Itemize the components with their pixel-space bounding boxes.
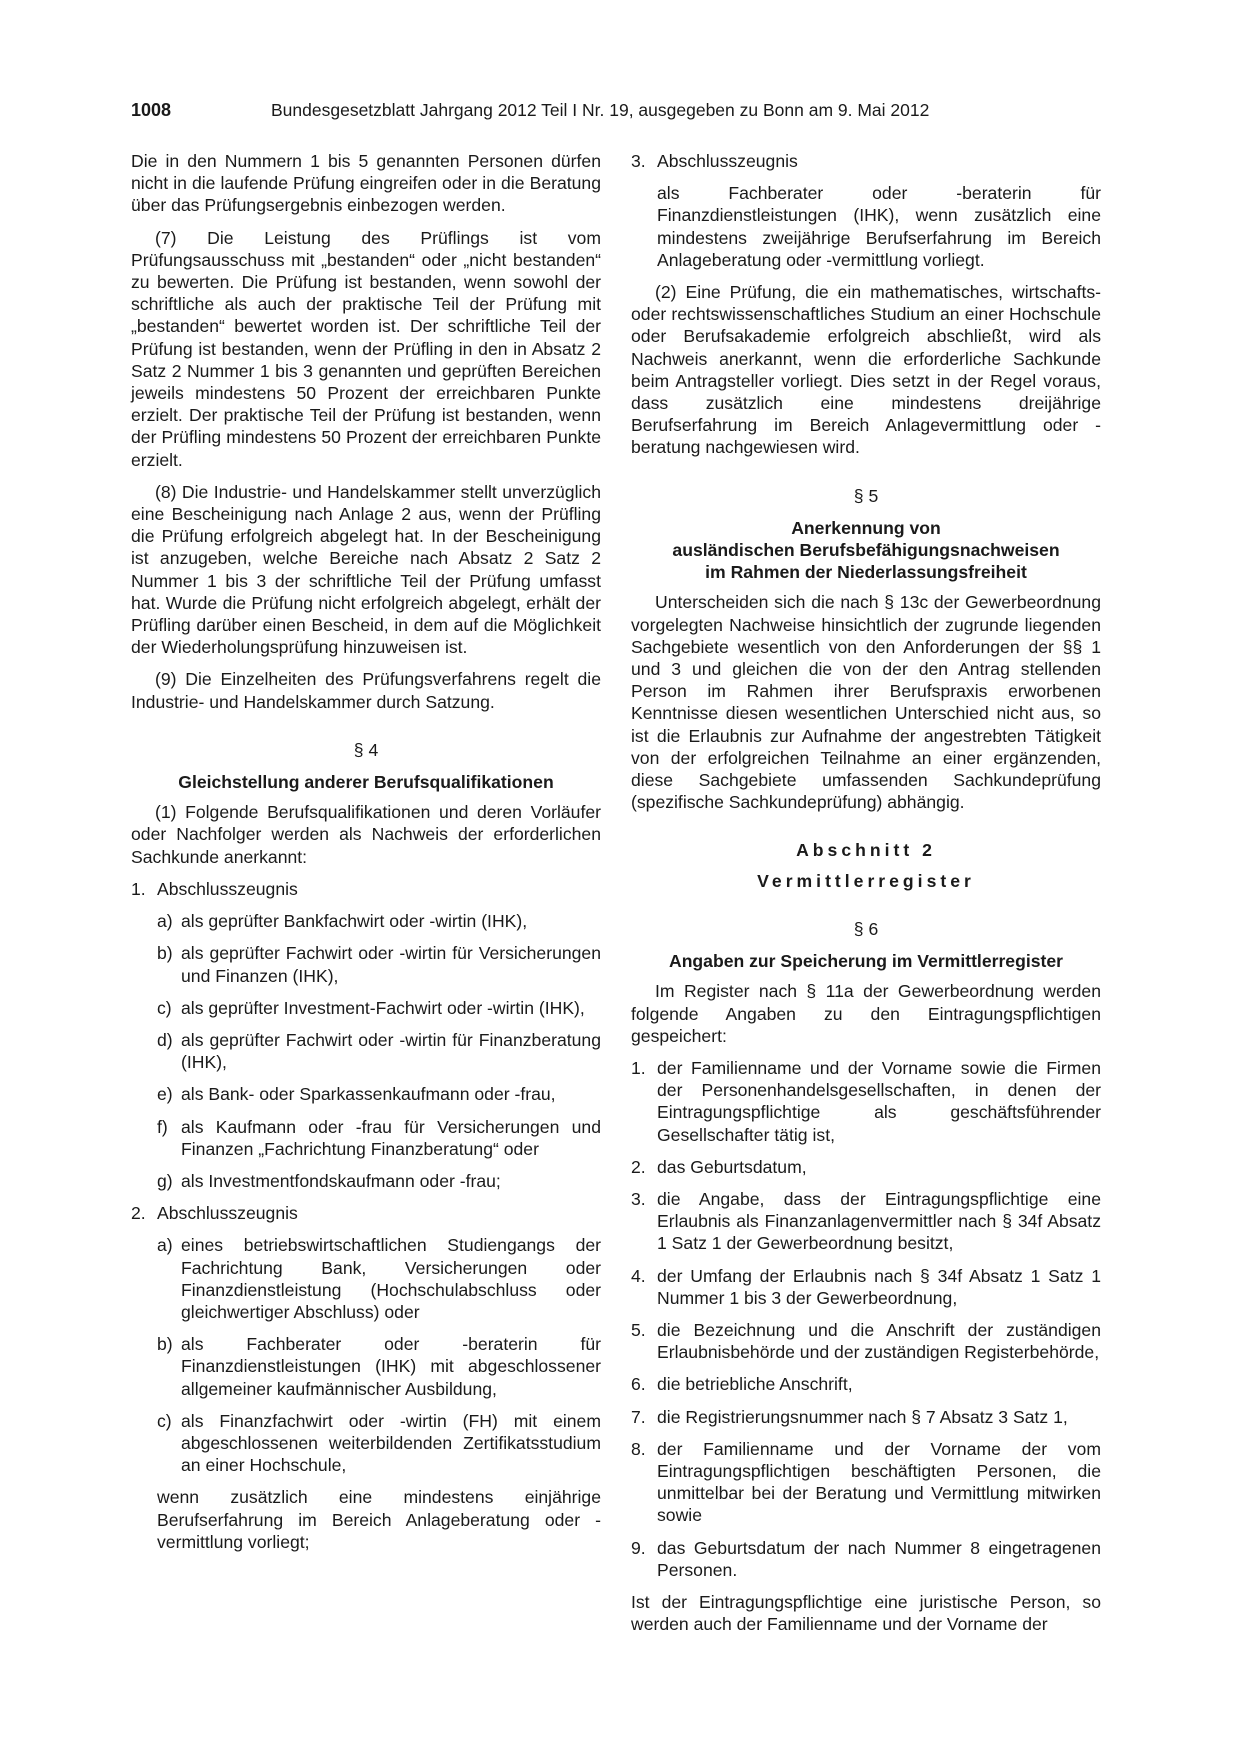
section-title-6: Angaben zur Speicherung im Vermittlerregister xyxy=(668,951,1063,972)
list-number: 3. xyxy=(631,1188,646,1209)
section-6-intro: Im Register nach § 11a der Gewerbeordnung werden folgende Angaben zu den Eintragungspflichtigen gespeichert: xyxy=(631,981,1101,1046)
list-item-1 xyxy=(131,878,601,900)
sub-list-item xyxy=(157,997,601,1019)
sub-text: als geprüfter Fachwirt oder -wirtin für Versicherungen und Finanzen (IHK), xyxy=(181,943,601,986)
section-4-paragraph-2: (2) Eine Prüfung, die ein mathematisches, wirtschafts- oder rechtswissenschaftliches Studium an einer Hochschule oder Berufsakademie erfolgreich abschließt, wird als Nachweis anerkannt, wenn die erforderliche Sachkunde beim Antragsteller vorliegt. Dies setzt in der Regel voraus, dass zusätzlich eine mindestens dreijährige Berufserfahrung im Bereich Anlagevermittlung oder -beratung nachgewiesen wird. xyxy=(631,282,1101,458)
list-text: Abschlusszeugnis xyxy=(157,1203,298,1224)
list-number: 2. xyxy=(131,1203,146,1224)
section-4-paragraph-1: (1) Folgende Berufsqualifikationen und deren Vorläufer oder Nachfolger werden als Nachweis der erforderlichen Sachkunde anerkannt: xyxy=(131,802,601,867)
chapter-number: Abschnitt 2 xyxy=(796,840,936,861)
sub-text: als geprüfter Investment-Fachwirt oder -wirtin (IHK), xyxy=(181,997,585,1018)
section-title-5-line-3: im Rahmen der Niederlassungsfreiheit xyxy=(705,562,1027,583)
list-item xyxy=(631,1057,1101,1146)
paragraph-7: (7) Die Leistung des Prüflings ist vom Prüfungsausschuss mit „bestanden“ oder „nicht bestanden“ zu bewerten. Die Prüfung ist bestanden, wenn sowohl der schriftliche als auch der praktische Teil der Prüfung mit „bestanden“ bewertet worden ist. Der schriftliche Teil der Prüfung ist bestanden, wenn der Prüfling in den in Absatz 2 Satz 2 Nummer 1 bis 3 genannten und geprüften Bereichen jeweils mindestens 50 Prozent der erreichbaren Punkte erzielt. Der praktische Teil der Prüfung ist bestanden, wenn der Prüfling mindestens 50 Prozent der erreichbaren Punkte erzielt. xyxy=(131,227,601,470)
list-text: der Familienname und der Vorname der vom Eintragungspflichtigen beschäftigten Personen, die unmittelbar bei der Beratung und Vermittlung mitwirken sowie xyxy=(657,1438,1101,1526)
sub-list-item xyxy=(157,1410,601,1477)
right-column xyxy=(631,150,1101,1645)
list-text: Abschlusszeugnis xyxy=(657,151,798,171)
list-item xyxy=(631,1188,1101,1255)
list-item xyxy=(631,1265,1101,1309)
list-item xyxy=(631,1406,1101,1428)
sub-letter: c) xyxy=(157,1410,172,1431)
sub-letter: c) xyxy=(157,997,172,1018)
list-item-2 xyxy=(131,1202,601,1224)
page-header xyxy=(131,100,1111,128)
list-text: Abschlusszeugnis xyxy=(157,878,298,899)
sub-letter: d) xyxy=(157,1029,173,1050)
sub-list-item xyxy=(157,1234,601,1323)
list-number: 1. xyxy=(631,1057,646,1078)
list-item-3-body: als Fachberater oder -beraterin für Finanzdienstleistungen (IHK), wenn zusätzlich eine mindestens zweijährige Berufserfahrung im Bereich Anlageberatung oder -vermittlung vorliegt. xyxy=(657,183,1101,270)
sub-letter: a) xyxy=(157,911,173,932)
list-number: 3. xyxy=(631,151,646,171)
sub-list-item xyxy=(157,1029,601,1073)
paragraph-8: (8) Die Industrie- und Handelskammer stellt unverzüglich eine Bescheinigung nach Anlage 2 aus, wenn der Prüfling die Prüfung erfolgreich abgelegt hat. In der Bescheinigung ist anzugeben, welche Bereiche nach Absatz 2 Satz 2 Nummer 1 bis 3 der schriftliche Teil der Prüfung umfasst hat. Wurde die Prüfung nicht erfolgreich abgelegt, erhält der Prüfling darüber einen Bescheid, in dem auf die Möglichkeit der Wiederholungsprüfung hinzuweisen ist. xyxy=(131,481,601,658)
page-number: 1008 xyxy=(131,100,172,120)
list-text: die betriebliche Anschrift, xyxy=(657,1374,853,1395)
sub-list-item xyxy=(157,1083,601,1105)
list-number: 8. xyxy=(631,1438,646,1459)
sub-text: als geprüfter Bankfachwirt oder -wirtin (IHK), xyxy=(181,911,528,932)
list-text: die Angabe, dass der Eintragungspflichtige eine Erlaubnis als Finanzanlagenvermittler nach § 34f Absatz 1 Satz 1 der Gewerbeordnung besitzt, xyxy=(657,1188,1101,1254)
section-title-5-line-2: ausländischen Berufsbefähigungsnachweisen xyxy=(672,540,1060,561)
section-title-4: Gleichstellung anderer Berufsqualifikationen xyxy=(178,772,554,793)
sub-text: als geprüfter Fachwirt oder -wirtin für Finanzberatung (IHK), xyxy=(181,1029,601,1073)
list-number: 4. xyxy=(631,1265,646,1286)
paragraph: Die in den Nummern 1 bis 5 genannten Personen dürfen nicht in die laufende Prüfung eingreifen oder in die Beratung über das Prüfungsergebnis einbezogen werden. xyxy=(131,151,601,216)
sub-list-item xyxy=(157,942,601,986)
list-number: 2. xyxy=(631,1156,646,1177)
sub-letter: a) xyxy=(157,1235,173,1256)
section-5-paragraph: Unterscheiden sich die nach § 13c der Gewerbeordnung vorgelegten Nachweise hinsichtlich der zugrunde liegenden Sachgebiete wesentlich von den Anforderungen der §§ 1 und 3 und gleichen die von der den Antrag stellenden Person im Rahmen ihrer Berufspraxis erworbenen Kenntnisse diesen wesentlichen Unterschied nicht aus, so ist die Erlaubnis zur Aufnahme der angestrebten Tätigkeit von der erfolgreichen Teilnahme an einer ergänzenden, diese Sachgebiete umfassenden Sachkundeprüfung (spezifische Sachkundeprüfung) abhängig. xyxy=(631,592,1101,813)
list-text: das Geburtsdatum der nach Nummer 8 eingetragenen Personen. xyxy=(657,1537,1101,1580)
sub-list-2 xyxy=(157,1234,601,1476)
list-text: die Registrierungsnummer nach § 7 Absatz 3 Satz 1, xyxy=(657,1406,1068,1427)
sub-text: eines betriebswirtschaftlichen Studiengangs der Fachrichtung Bank, Versicherungen oder Finanzdienstleistung (Hochschulabschluss oder gleichwertiger Abschluss) oder xyxy=(181,1235,601,1322)
sub-letter: b) xyxy=(157,943,173,964)
sub-list-item xyxy=(157,910,601,932)
chapter-title: Vermittlerregister xyxy=(757,870,975,891)
sub-list-item xyxy=(157,1116,601,1160)
list-number: 9. xyxy=(631,1537,646,1558)
list-item xyxy=(631,1156,1101,1178)
list-number: 6. xyxy=(631,1374,646,1395)
list-text: der Umfang der Erlaubnis nach § 34f Absatz 1 Satz 1 Nummer 1 bis 3 der Gewerbeordnung, xyxy=(657,1265,1101,1308)
section-6-outro: Ist der Eintragungspflichtige eine juristische Person, so werden auch der Familienname und der Vorname der xyxy=(631,1591,1101,1635)
sub-letter: b) xyxy=(157,1334,173,1355)
sub-list-1 xyxy=(157,910,601,1192)
sub-text: als Investmentfondskaufmann oder -frau; xyxy=(181,1170,501,1191)
list-text: der Familienname und der Vorname sowie die Firmen der Personenhandelsgesellschaften, in denen der Eintragungspflichtige als geschäftsführender Gesellschafter tätig ist, xyxy=(657,1057,1101,1145)
running-title: Bundesgesetzblatt Jahrgang 2012 Teil I Nr. 19, ausgegeben zu Bonn am 9. Mai 2012 xyxy=(271,100,930,120)
sub-text: als Bank- oder Sparkassenkaufmann oder -frau, xyxy=(181,1084,556,1105)
sub-list-item xyxy=(157,1170,601,1192)
list-item-2-condition: wenn zusätzlich eine mindestens einjährige Berufserfahrung im Bereich Anlageberatung oder -vermittlung vorliegt; xyxy=(157,1487,601,1552)
list-text: das Geburtsdatum, xyxy=(657,1156,807,1177)
sub-list-item xyxy=(157,1333,601,1400)
list-item xyxy=(631,1537,1101,1581)
list-item xyxy=(631,1373,1101,1395)
section-title-5-line-1: Anerkennung von xyxy=(791,517,941,538)
section-number-5: § 5 xyxy=(853,485,879,506)
list-item xyxy=(631,1319,1101,1363)
section-number-4: § 4 xyxy=(353,739,379,760)
sub-text: als Fachberater oder -beraterin für Finanzdienstleistungen (IHK) mit abgeschlossener allgemeiner kaufmännischer Ausbildung, xyxy=(181,1334,601,1399)
sub-letter: f) xyxy=(157,1116,168,1137)
sub-letter: g) xyxy=(157,1170,173,1191)
list-number: 5. xyxy=(631,1319,646,1340)
sub-text: als Finanzfachwirt oder -wirtin (FH) mit einem abgeschlossenen weiterbildenden Zertifikatsstudium an einer Hochschule, xyxy=(181,1410,601,1476)
sub-text: als Kaufmann oder -frau für Versicherungen und Finanzen „Fachrichtung Finanzberatung“ oder xyxy=(181,1116,601,1159)
left-column xyxy=(131,150,601,1563)
list-item xyxy=(631,1438,1101,1527)
section-number-6: § 6 xyxy=(853,918,879,939)
paragraph-9: (9) Die Einzelheiten des Prüfungsverfahrens regelt die Industrie- und Handelskammer durch Satzung. xyxy=(131,669,601,712)
sub-letter: e) xyxy=(157,1084,173,1105)
list-number: 1. xyxy=(131,878,146,899)
list-item-3 xyxy=(631,150,1101,172)
list-text: die Bezeichnung und die Anschrift der zuständigen Erlaubnisbehörde und der zuständigen Registerbehörde, xyxy=(657,1319,1101,1363)
list-number: 7. xyxy=(631,1406,646,1427)
